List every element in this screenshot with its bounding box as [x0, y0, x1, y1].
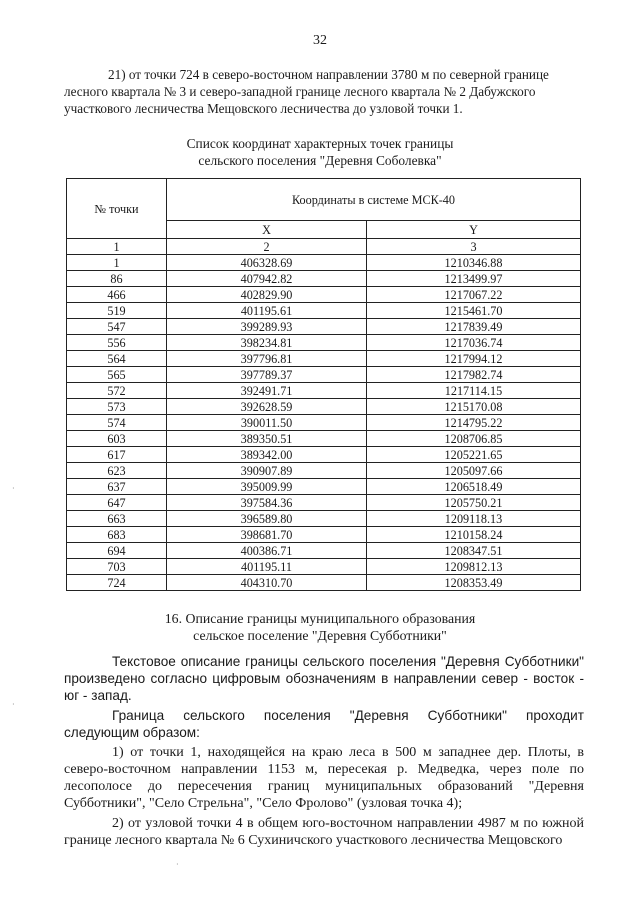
point-number-cell: 574: [67, 415, 167, 431]
table-body: [67, 255, 581, 591]
x-coordinate-cell: 401195.61: [167, 303, 367, 319]
point-number-cell: 637: [67, 479, 167, 495]
x-coordinate-cell: 406328.69: [167, 255, 367, 271]
x-coordinate-cell: 397796.81: [167, 351, 367, 367]
column-index-1: 1: [67, 239, 167, 255]
page-number: 32: [313, 33, 327, 48]
scan-speck: ·: [176, 860, 179, 869]
point-number-cell: 565: [67, 367, 167, 383]
y-coordinate-cell: 1217067.22: [367, 287, 581, 303]
point-number-cell: 519: [67, 303, 167, 319]
y-coordinate-cell: 1210158.24: [367, 527, 581, 543]
y-coordinate-cell: 1217982.74: [367, 367, 581, 383]
x-coordinate-cell: 401195.11: [167, 559, 367, 575]
point-number-cell: 724: [67, 575, 167, 591]
table-row: [67, 575, 581, 591]
x-coordinate-cell: 399289.93: [167, 319, 367, 335]
body-paragraph-1: Текстовое описание границы сельского поселения "Деревня Субботники" произведено согласно цифровым обозначениям в направлении север - восток - юг - запад.: [64, 654, 584, 703]
point-number-cell: 683: [67, 527, 167, 543]
table-row: [67, 287, 581, 303]
x-coordinate-cell: 389342.00: [167, 447, 367, 463]
intro-paragraph: [64, 66, 584, 117]
table-row: [67, 383, 581, 399]
y-coordinate-cell: 1209118.13: [367, 511, 581, 527]
point-number-cell: 564: [67, 351, 167, 367]
table-row: [67, 351, 581, 367]
point-number-cell: 617: [67, 447, 167, 463]
table-caption: [0, 135, 640, 169]
table-row: [67, 303, 581, 319]
header-coordinate-system: Координаты в системе МСК-40: [167, 179, 581, 221]
point-number-cell: 556: [67, 335, 167, 351]
scan-speck: ·: [12, 700, 15, 709]
header-y: Y: [367, 221, 581, 239]
y-coordinate-cell: 1209812.13: [367, 559, 581, 575]
point-number-cell: 466: [67, 287, 167, 303]
y-coordinate-cell: 1214795.22: [367, 415, 581, 431]
coordinates-table: [66, 178, 581, 591]
y-coordinate-cell: 1210346.88: [367, 255, 581, 271]
y-coordinate-cell: 1215461.70: [367, 303, 581, 319]
table-row: [67, 479, 581, 495]
x-coordinate-cell: 390907.89: [167, 463, 367, 479]
column-index-2: 2: [167, 239, 367, 255]
x-coordinate-cell: 389350.51: [167, 431, 367, 447]
y-coordinate-cell: 1208353.49: [367, 575, 581, 591]
point-number-cell: 694: [67, 543, 167, 559]
y-coordinate-cell: 1217036.74: [367, 335, 581, 351]
body-text: [64, 653, 584, 849]
table-row: [67, 559, 581, 575]
intro-line-1: 21) от точки 724 в северо-восточном направлении 3780 м по северной границе: [108, 67, 549, 82]
table-row: [67, 495, 581, 511]
y-coordinate-cell: 1205750.21: [367, 495, 581, 511]
y-coordinate-cell: 1205097.66: [367, 463, 581, 479]
column-index-3: 3: [367, 239, 581, 255]
table-row: [67, 399, 581, 415]
table-caption-line-1: Список координат характерных точек границы: [186, 136, 454, 151]
y-coordinate-cell: 1208706.85: [367, 431, 581, 447]
x-coordinate-cell: 392628.59: [167, 399, 367, 415]
table-row: [67, 431, 581, 447]
y-coordinate-cell: 1217994.12: [367, 351, 581, 367]
x-coordinate-cell: 400386.71: [167, 543, 367, 559]
y-coordinate-cell: 1217839.49: [367, 319, 581, 335]
table-row: [67, 543, 581, 559]
point-number-cell: 572: [67, 383, 167, 399]
point-number-cell: 603: [67, 431, 167, 447]
table-row: [67, 319, 581, 335]
table-row: [67, 335, 581, 351]
body-paragraph-4: 2) от узловой точки 4 в общем юго-восточном направлении 4987 м по южной границе лесного квартала № 6 Сухиничского участкового лесничества Мещовского: [64, 816, 584, 848]
section-title-line-2: сельское поселение "Деревня Субботники": [193, 628, 447, 643]
x-coordinate-cell: 402829.90: [167, 287, 367, 303]
point-number-cell: 86: [67, 271, 167, 287]
x-coordinate-cell: 392491.71: [167, 383, 367, 399]
y-coordinate-cell: 1215170.08: [367, 399, 581, 415]
x-coordinate-cell: 398234.81: [167, 335, 367, 351]
table-row: [67, 511, 581, 527]
x-coordinate-cell: 404310.70: [167, 575, 367, 591]
section-title: [0, 610, 640, 644]
x-coordinate-cell: 397789.37: [167, 367, 367, 383]
x-coordinate-cell: 390011.50: [167, 415, 367, 431]
x-coordinate-cell: 397584.36: [167, 495, 367, 511]
intro-line-3: участкового лесничества Мещовского лесничества до узловой точки 1.: [64, 101, 463, 116]
x-coordinate-cell: 398681.70: [167, 527, 367, 543]
table-row: [67, 271, 581, 287]
table-caption-line-2: сельского поселения "Деревня Соболевка": [198, 153, 442, 168]
scan-speck: ·: [12, 484, 15, 493]
point-number-cell: 703: [67, 559, 167, 575]
table-row: [67, 415, 581, 431]
y-coordinate-cell: 1206518.49: [367, 479, 581, 495]
section-title-line-1: 16. Описание границы муниципального образования: [164, 611, 476, 626]
y-coordinate-cell: 1208347.51: [367, 543, 581, 559]
point-number-cell: 547: [67, 319, 167, 335]
table-row: [67, 447, 581, 463]
header-point-number: № точки: [67, 179, 167, 239]
point-number-cell: 1: [67, 255, 167, 271]
point-number-cell: 623: [67, 463, 167, 479]
table-row: [67, 367, 581, 383]
table-row: [67, 463, 581, 479]
x-coordinate-cell: 395009.99: [167, 479, 367, 495]
point-number-cell: 573: [67, 399, 167, 415]
x-coordinate-cell: 407942.82: [167, 271, 367, 287]
body-paragraph-2: Граница сельского поселения "Деревня Субботники" проходит следующим образом:: [64, 708, 584, 740]
table-row: [67, 527, 581, 543]
y-coordinate-cell: 1217114.15: [367, 383, 581, 399]
body-paragraph-3: 1) от точки 1, находящейся на краю леса в 500 м западнее дер. Плоты, в северо-восточном направлении 1153 м, пересекая р. Медведка, через поле по лесополосе до пересечения границ муниципальных образований "Деревня Субботники", "Село Стрельна", "Село Фролово" (узловая точка 4);: [64, 745, 584, 811]
x-coordinate-cell: 396589.80: [167, 511, 367, 527]
header-x: X: [167, 221, 367, 239]
intro-line-2: лесного квартала № 3 и северо-западной границе лесного квартала № 2 Дабужского: [64, 84, 536, 99]
y-coordinate-cell: 1205221.65: [367, 447, 581, 463]
table-row: [67, 255, 581, 271]
point-number-cell: 663: [67, 511, 167, 527]
y-coordinate-cell: 1213499.97: [367, 271, 581, 287]
point-number-cell: 647: [67, 495, 167, 511]
